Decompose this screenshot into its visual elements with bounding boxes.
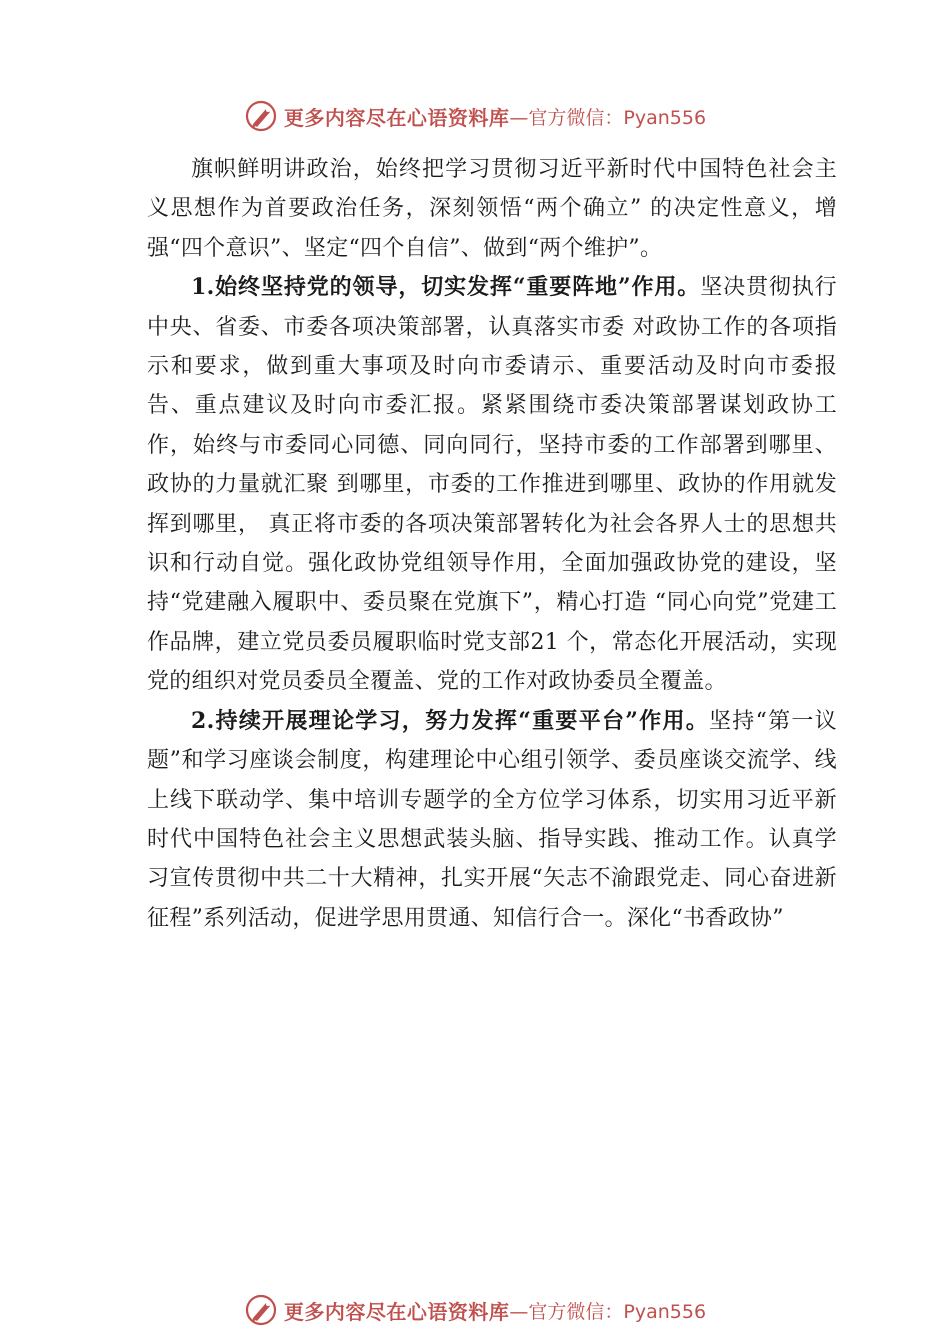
watermark-wechat: —官方微信：Pyan556	[509, 106, 707, 129]
paragraph-text: 坚决贯彻执行中央、省委、市委各项决策部署，认真落实市委 对政协工作的各项指示和要求，做到重大事项及时向市委请示、重要活动及时向市委报告、重点建议及时向市委汇报。紧紧围绕市委决策部署谋划政协工作，始终与市委同心同德、同向同行，坚持市委的工作部署到哪里、政协的力量就汇聚 到哪里，市委的工作推进到哪里、政协的作用就发挥到哪里， 真正将市委的各项决策部署转化为社会各界人士的思想共识和行动自觉。强化政协党组领导作用，全面加强政协党的建设，坚持“党建融入履职中、委员聚在党旗下”，精心打造 “同心向党”党建工作品牌，建立党员委员履职临时党支部21 个，常态化开展活动，实现党的组织对党员委员全覆盖、党的工作对政协委员全覆盖。	[147, 275, 837, 695]
footer-watermark-banner	[0, 1290, 950, 1330]
paragraph-intro	[147, 150, 837, 268]
paragraph-section-2	[147, 702, 837, 938]
header-watermark-banner	[0, 96, 950, 136]
paragraph-lead: 1.始终坚持党的领导，切实发挥“重要阵地”作用。	[191, 274, 701, 301]
pen-logo-icon	[244, 99, 278, 133]
paragraph-text: 旗帜鲜明讲政治，始终把学习贯彻习近平新时代中国特色社会主义思想作为首要政治任务，深刻领悟“两个确立” 的决定性意义，增强“四个意识”、坚定“四个自信”、做到“两个维护”。	[147, 157, 837, 261]
document-body	[147, 150, 837, 938]
pen-logo-icon	[244, 1293, 278, 1327]
paragraph-lead: 2.持续开展理论学习，努力发挥“重要平台”作用。	[191, 707, 710, 734]
watermark-title: 更多内容尽在心语资料库	[283, 1299, 510, 1324]
paragraph-text: 坚持“第一议题”和学习座谈会制度，构建理论中心组引领学、委员座谈交流学、线上线下联动学、集中培训专题学的全方位学习体系，切实用习近平新时代中国特色社会主义思想武装头脑、指导实践、推动工作。认真学习宣传贯彻中共二十大精神，扎实开展“矢志不渝跟党走、同心奋进新征程”系列活动，促进学思用贯通、知信行合一。深化“书香政协”	[147, 708, 837, 931]
watermark-wechat: —官方微信：Pyan556	[509, 1300, 707, 1323]
watermark-title: 更多内容尽在心语资料库	[283, 105, 510, 130]
paragraph-section-1	[147, 268, 837, 701]
